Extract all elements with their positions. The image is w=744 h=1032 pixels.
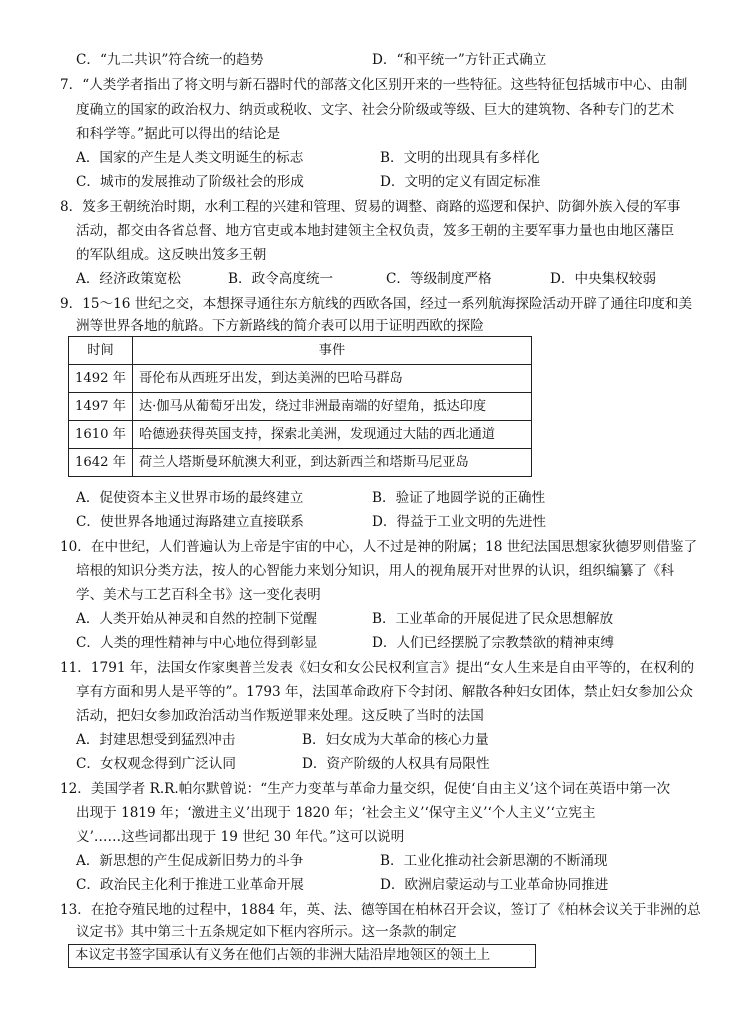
q8-option-a: A．经济政策宽松 <box>76 271 181 287</box>
q9-option-d: D．得益于工业文明的先进性 <box>372 514 547 530</box>
q6-option-c: C．“九二共识”符合统一的趋势 <box>76 52 264 68</box>
q12-option-b: B．工业化推动社会新思潮的不断涌现 <box>380 853 608 869</box>
q10-option-c: C．人类的理性精神与中心地位得到彰显 <box>76 635 318 651</box>
q7-option-c: C．城市的发展推动了阶级社会的形成 <box>76 174 304 190</box>
table-cell-event: 荷兰人塔斯曼环航澳大利亚，到达新西兰和塔斯马尼亚岛 <box>132 449 531 477</box>
q11-stem-line3: 活动，把妇女参加政治活动当作叛逆罪来处理。这反映了当时的法国 <box>76 708 484 724</box>
q12-option-c: C．政治民主化利于推进工业革命开展 <box>76 877 304 893</box>
q10-option-d: D．人们已经摆脱了宗教禁欲的精神束缚 <box>372 635 614 651</box>
q11-stem-line1: 11．1791 年，法国女作家奥普兰发表《妇女和女公民权利宣言》提出“女人生来是自由平等的，在权利的 <box>60 660 695 676</box>
table-header-event: 事件 <box>132 337 531 365</box>
q10-stem-line1: 10．在中世纪，人们普遍认为上帝是宇宙的中心，人不过是神的附属；18 世纪法国思想家狄德罗则借鉴了 <box>60 539 698 555</box>
q12-option-d: D．欧洲启蒙运动与工业革命协同推进 <box>380 877 609 893</box>
q11-option-d: D．资产阶级的人权具有局限性 <box>302 756 490 772</box>
q7-stem-line1: 7．“人类学者指出了将文明与新石器时代的部落文化区别开来的一些特征。这些特征包括城市中心、由制 <box>60 77 688 93</box>
q12-stem-line3: 义’……这些词都出现于 19 世纪 30 年代。”这可以说明 <box>76 829 405 845</box>
q13-stem-line1: 13．在抢夺殖民地的过程中，1884 年，英、法、德等国在柏林召开会议，签订了《柏林会议关于非洲的总 <box>60 902 701 918</box>
table-row <box>69 421 532 449</box>
q8-option-c: C．等级制度严格 <box>386 271 492 287</box>
q13-stem-line2: 议定书》其中第三十五条规定如下框内容所示。这一条款的制定 <box>76 924 457 940</box>
q7-option-d: D．文明的定义有固定标准 <box>380 174 541 190</box>
q8-option-b: B．政令高度统一 <box>228 271 334 287</box>
q11-option-b: B．妇女成为大革命的核心力量 <box>302 732 489 748</box>
q9-option-b: B．验证了地圆学说的正确性 <box>372 490 546 506</box>
q7-stem-line2: 度确立的国家的政治权力、纳贡或税收、文字、社会分阶级或等级、巨大的建筑物、各种专门的艺术 <box>76 102 675 118</box>
q12-stem-line1: 12．美国学者 R.R.帕尔默曾说：“生产力变革与革命力量交织，促使‘自由主义’这个词在英语中第一次 <box>60 781 671 797</box>
q10-stem-line2: 培根的知识分类方法，按人的心智能力来划分知识，用人的视角展开对世界的认识，组织编纂了《科 <box>76 563 675 579</box>
q9-option-c: C．使世界各地通过海路建立直接联系 <box>76 514 304 530</box>
table-header-time: 时间 <box>69 337 133 365</box>
table-cell-event: 哈德逊获得英国支持，探索北美洲，发现通过大陆的西北通道 <box>132 421 531 449</box>
q7-option-a: A．国家的产生是人类文明诞生的标志 <box>76 150 304 166</box>
q10-option-a: A．人类开始从神灵和自然的控制下觉醒 <box>76 611 317 627</box>
q8-option-d: D．中央集权较弱 <box>550 271 657 287</box>
table-cell-year: 1497 年 <box>69 393 133 421</box>
q8-stem-line1: 8．笈多王朝统治时期，水利工程的兴建和管理、贸易的调整、商路的巡逻和保护、防御外族入侵的军事 <box>60 199 681 215</box>
table-cell-event: 哥伦布从西班牙出发，到达美洲的巴哈马群岛 <box>132 365 531 393</box>
q11-stem-line2: 享有方面和男人是平等的”。1793 年，法国革命政府下令封闭、解散各种妇女团体，禁止妇女参加公众 <box>76 684 693 700</box>
q11-option-c: C．女权观念得到广泛认同 <box>76 756 236 772</box>
q7-option-b: B．文明的出现具有多样化 <box>380 150 540 166</box>
q9-option-a: A．促使资本主义世界市场的最终建立 <box>76 490 304 506</box>
q7-stem-line3: 和科学等。”据此可以得出的结论是 <box>76 126 281 142</box>
q6-option-d: D．“和平统一”方针正式确立 <box>372 52 547 68</box>
table-header-row <box>69 337 532 365</box>
q13-quote-box: 本议定书签字国承认有义务在他们占领的非洲大陆沿岸地领区的领土上 <box>68 944 536 968</box>
table-row <box>69 365 532 393</box>
table-cell-event: 达·伽马从葡萄牙出发，绕过非洲最南端的好望角，抵达印度 <box>132 393 531 421</box>
q8-stem-line3: 的军队组成。这反映出笈多王朝 <box>76 247 267 263</box>
voyage-table <box>68 336 532 477</box>
q12-option-a: A．新思想的产生促成新旧势力的斗争 <box>76 853 304 869</box>
q10-stem-line3: 学、美术与工艺百科全书》这一变化表明 <box>76 587 321 603</box>
q9-stem-line1: 9．15～16 世纪之交，本想探寻通往东方航线的西欧各国，经过一系列航海探险活动开辟了通往印度和美 <box>60 296 693 312</box>
table-cell-year: 1610 年 <box>69 421 133 449</box>
table-cell-year: 1492 年 <box>69 365 133 393</box>
table-row <box>69 393 532 421</box>
q12-stem-line2: 出现于 1819 年；‘激进主义’出现于 1820 年；‘社会主义’‘保守主义’‘个人主义’‘立宪主 <box>76 805 596 821</box>
q9-stem-line2: 洲等世界各地的航路。下方新路线的简介表可以用于证明西欧的探险 <box>76 318 484 334</box>
q10-option-b: B．工业革命的开展促进了民众思想解放 <box>372 611 614 627</box>
q8-stem-line2: 活动，都交由各省总督、地方官吏或本地封建领主全权负责，笈多王朝的主要军事力量也由地区藩臣 <box>76 223 675 239</box>
q11-option-a: A．封建思想受到猛烈冲击 <box>76 732 236 748</box>
table-cell-year: 1642 年 <box>69 449 133 477</box>
table-row <box>69 449 532 477</box>
